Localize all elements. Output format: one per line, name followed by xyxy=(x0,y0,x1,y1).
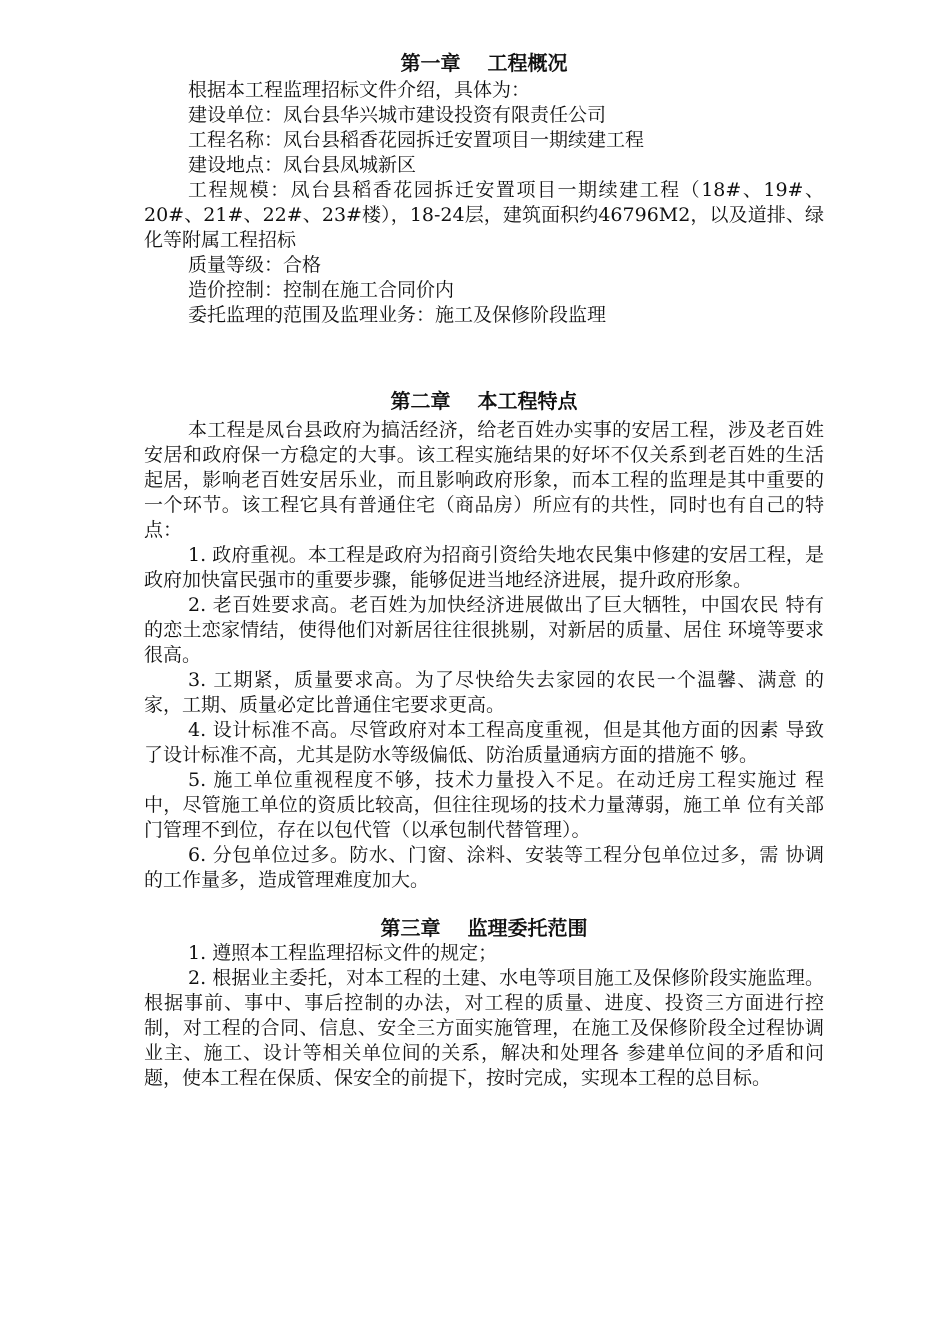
ch2-item-5: 5. 施工单位重视程度不够，技术力量投入不足。在动迁房工程实施过 程中，尽管施工单位的资质比较高，但往往现场的技术力量薄弱，施工单 位有关部门管理不到位，存在以包代管（以承包制代替管理）。 xyxy=(144,769,824,841)
ch2-intro: 本工程是凤台县政府为搞活经济，给老百姓办实事的安居工程，涉及老百姓安居和政府保一方稳定的大事。该工程实施结果的好坏不仅关系到老百姓的生活起居，影响老百姓安居乐业，而且影响政府形象，而本工程的监理是其中重要的一个环节。该工程它具有普通住宅（商品房）所应有的共性，同时也有自己的特点： xyxy=(144,419,824,541)
ch2-item-2: 2. 老百姓要求高。老百姓为加快经济进展做出了巨大牺牲，中国农民 特有的恋土恋家情结，使得他们对新居往往很挑剔，对新居的质量、居住 环境等要求很高。 xyxy=(144,594,824,666)
ch1-project-name: 工程名称：凤台县稻香花园拆迁安置项目一期续建工程 xyxy=(188,129,645,151)
ch2-item-3: 3. 工期紧，质量要求高。为了尽快给失去家园的农民一个温馨、满意 的家，工期、质量必定比普通住宅要求更高。 xyxy=(144,669,824,716)
ch1-quality-grade: 质量等级：合格 xyxy=(188,254,322,276)
ch2-item-1: 1. 政府重视。本工程是政府为招商引资给失地农民集中修建的安居工程，是政府加快富民强市的重要步骤，能够促进当地经济进展，提升政府形象。 xyxy=(144,544,824,591)
chapter-2-title: 第二章 本工程特点 xyxy=(390,389,578,413)
ch3-item-2: 2. 根据业主委托，对本工程的土建、水电等项目施工及保修阶段实施监理。根据事前、事中、事后控制的办法，对工程的质量、进度、投资三方面进行控制，对工程的合同、信息、安全三方面实施管理，在施工及保修阶段全过程协调业主、施工、设计等相关单位间的关系，解决和处理各 参建单位间的矛盾和问题，使本工程在保质、保安全的前提下，按时完成，实现本工程的总目标。 xyxy=(144,967,824,1089)
ch1-cost-control: 造价控制：控制在施工合同价内 xyxy=(188,279,455,301)
ch1-location: 建设地点：凤台县凤城新区 xyxy=(188,154,417,176)
ch1-client: 建设单位：凤台县华兴城市建设投资有限责任公司 xyxy=(188,104,607,126)
ch1-supervision-scope: 委托监理的范围及监理业务：施工及保修阶段监理 xyxy=(188,304,607,326)
chapter-3 xyxy=(144,915,824,1091)
chapter-3-title: 第三章 监理委托范围 xyxy=(380,916,588,940)
spacer xyxy=(144,893,824,915)
ch1-scale: 工程规模：凤台县稻香花园拆迁安置项目一期续建工程（18#、19#、20#、21#、22#、23#楼），18-24层，建筑面积约46796M2，以及道排、绿化等附属工程招标 xyxy=(144,179,824,251)
ch2-item-4: 4. 设计标准不高。尽管政府对本工程高度重视，但是其他方面的因素 导致了设计标准不高，尤其是防水等级偏低、防治质量通病方面的措施不 够。 xyxy=(144,719,824,766)
ch3-item-1: 1. 遵照本工程监理招标文件的规定； xyxy=(188,942,498,964)
chapter-1 xyxy=(144,50,824,328)
spacer xyxy=(144,328,824,388)
chapter-1-title: 第一章 工程概况 xyxy=(400,51,568,75)
ch2-item-6: 6. 分包单位过多。防水、门窗、涂料、安装等工程分包单位过多，需 协调的工作量多，造成管理难度加大。 xyxy=(144,844,824,891)
chapter-2 xyxy=(144,388,824,893)
ch1-intro: 根据本工程监理招标文件介绍，具体为： xyxy=(188,79,531,101)
